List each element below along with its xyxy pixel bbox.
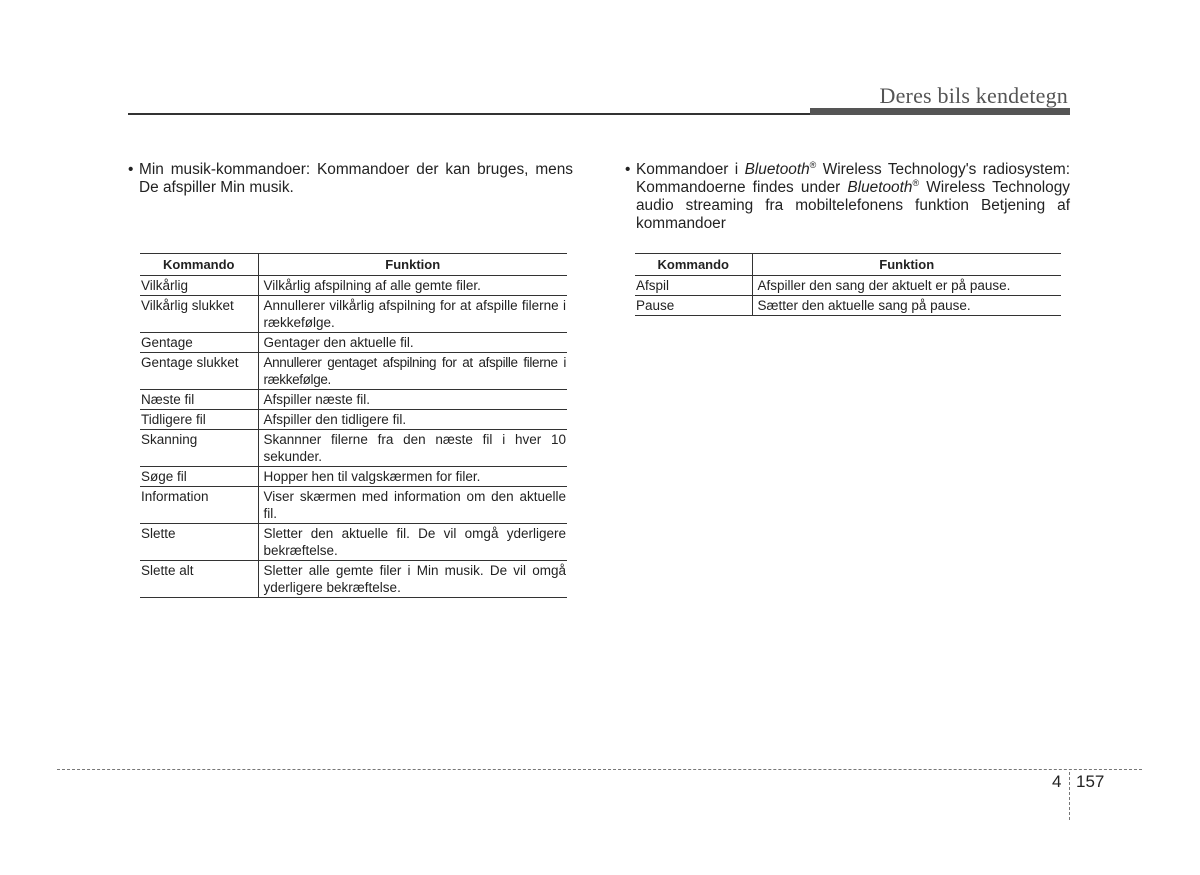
footer-dashed-divider	[1069, 772, 1070, 820]
table-row	[140, 524, 567, 561]
table-row	[140, 430, 567, 467]
bluetooth-command-table	[635, 253, 1061, 316]
table-row	[140, 467, 567, 487]
command-cell: Søge fil	[140, 467, 258, 487]
function-cell: Sletter den aktuelle fil. De vil omgå yderligere bekræftelse.	[258, 524, 567, 561]
table-row	[140, 296, 567, 333]
command-cell: Tidligere fil	[140, 410, 258, 430]
table-header-row	[635, 254, 1061, 276]
running-header-title: Deres bils kendetegn	[879, 83, 1068, 108]
function-cell: Afspiller næste fil.	[258, 390, 567, 410]
bluetooth-brand-text: Bluetooth	[847, 179, 913, 196]
function-cell: Hopper hen til valgskærmen for filer.	[258, 467, 567, 487]
command-cell: Slette alt	[140, 561, 258, 598]
page-number: 157	[1076, 772, 1105, 791]
table-row	[140, 390, 567, 410]
table-row	[140, 410, 567, 430]
intro-bluetooth-part3: Wireless Technology audio streaming fra mobiltelefonens funktion Betjening af kommandoer	[636, 179, 1070, 232]
bullet-glyph: •	[128, 161, 134, 178]
table-row	[635, 296, 1061, 316]
function-cell: Annullerer vilkårlig afspilning for at afspille filerne i rækkefølge.	[258, 296, 567, 333]
table-row	[140, 276, 567, 296]
column-header-funktion: Funktion	[752, 254, 1061, 276]
command-cell: Slette	[140, 524, 258, 561]
function-cell: Sletter alle gemte filer i Min musik. De vil omgå yderligere bekræftelse.	[258, 561, 567, 598]
command-cell: Pause	[635, 296, 752, 316]
command-cell: Gentage slukket	[140, 353, 258, 390]
column-header-kommando: Kommando	[140, 254, 258, 276]
command-cell: Skanning	[140, 430, 258, 467]
function-cell: Vilkårlig afspilning af alle gemte filer.	[258, 276, 567, 296]
table-row	[635, 276, 1061, 296]
my-music-command-table	[140, 253, 567, 598]
command-cell: Vilkårlig slukket	[140, 296, 258, 333]
function-cell: Annullerer gentaget afspilning for at afspille filerne i rækkefølge.	[258, 353, 567, 390]
table-header-row	[140, 254, 567, 276]
intro-my-music	[128, 161, 573, 197]
command-cell: Vilkårlig	[140, 276, 258, 296]
function-cell: Sætter den aktuelle sang på pause.	[752, 296, 1061, 316]
intro-bluetooth	[625, 160, 1070, 233]
chapter-number: 4	[1052, 772, 1062, 791]
intro-my-music-text: Min musik-kommandoer: Kommandoer der kan bruges, mens De afspiller Min musik.	[139, 161, 573, 196]
function-cell: Viser skærmen med information om den aktuelle fil.	[258, 487, 567, 524]
command-cell: Information	[140, 487, 258, 524]
intro-bluetooth-part2: Wireless Technology's radiosystem: Kommandoerne findes under	[636, 161, 1070, 196]
table-row	[140, 333, 567, 353]
function-cell: Afspiller den sang der aktuelt er på pause.	[752, 276, 1061, 296]
header-rule	[128, 113, 810, 115]
command-cell: Afspil	[635, 276, 752, 296]
bluetooth-brand-text: Bluetooth	[744, 161, 810, 178]
command-cell: Gentage	[140, 333, 258, 353]
column-header-funktion: Funktion	[258, 254, 567, 276]
table-row	[140, 353, 567, 390]
function-cell: Skannner filerne fra den næste fil i hver 10 sekunder.	[258, 430, 567, 467]
command-cell: Næste fil	[140, 390, 258, 410]
function-cell: Gentager den aktuelle fil.	[258, 333, 567, 353]
header-rule-accent	[810, 108, 1070, 115]
function-cell: Afspiller den tidligere fil.	[258, 410, 567, 430]
table-row	[140, 561, 567, 598]
registered-mark: ®	[912, 178, 920, 188]
intro-bluetooth-part1: Kommandoer i	[636, 161, 745, 178]
bullet-glyph: •	[625, 161, 631, 178]
table-row	[140, 487, 567, 524]
registered-mark: ®	[809, 160, 817, 170]
footer-dashed-rule	[57, 769, 1142, 770]
column-header-kommando: Kommando	[635, 254, 752, 276]
